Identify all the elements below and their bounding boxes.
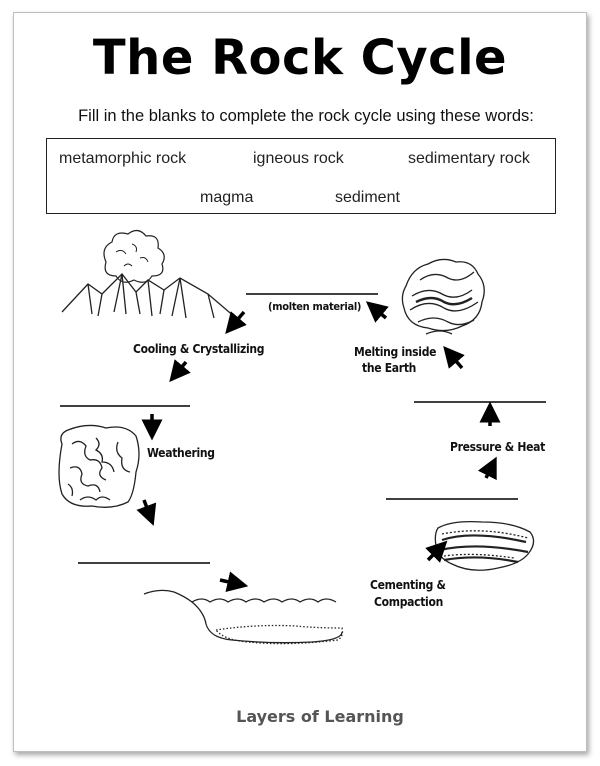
water-sediment-icon	[144, 590, 343, 643]
word-sediment: sediment	[335, 189, 400, 206]
igneous-rock-icon	[59, 425, 139, 507]
footer-brand: Layers of Learning	[236, 707, 404, 726]
volcano-icon	[62, 230, 236, 318]
metamorphic-rock-icon	[402, 259, 484, 334]
word-igneous-rock: igneous rock	[253, 150, 344, 167]
label-compaction: Compaction	[374, 595, 443, 609]
label-pressure-heat: Pressure & Heat	[450, 440, 545, 454]
label-cooling-crystallizing: Cooling & Crystallizing	[133, 342, 265, 356]
word-metamorphic-rock: metamorphic rock	[59, 150, 187, 167]
page-title: The Rock Cycle	[92, 30, 508, 86]
label-molten-material: (molten material)	[268, 300, 362, 313]
rock-cycle-diagram	[40, 222, 560, 682]
label-weathering: Weathering	[147, 446, 215, 460]
word-sedimentary-rock: sedimentary rock	[408, 150, 530, 167]
label-cementing: Cementing &	[370, 578, 446, 592]
label-melting-inside: Melting inside	[354, 345, 437, 359]
word-magma: magma	[200, 189, 254, 206]
sedimentary-rock-icon	[435, 522, 533, 571]
label-the-earth: the Earth	[362, 361, 417, 375]
instructions-text: Fill in the blanks to complete the rock cycle using these words:	[78, 107, 534, 125]
word-bank	[46, 138, 556, 214]
